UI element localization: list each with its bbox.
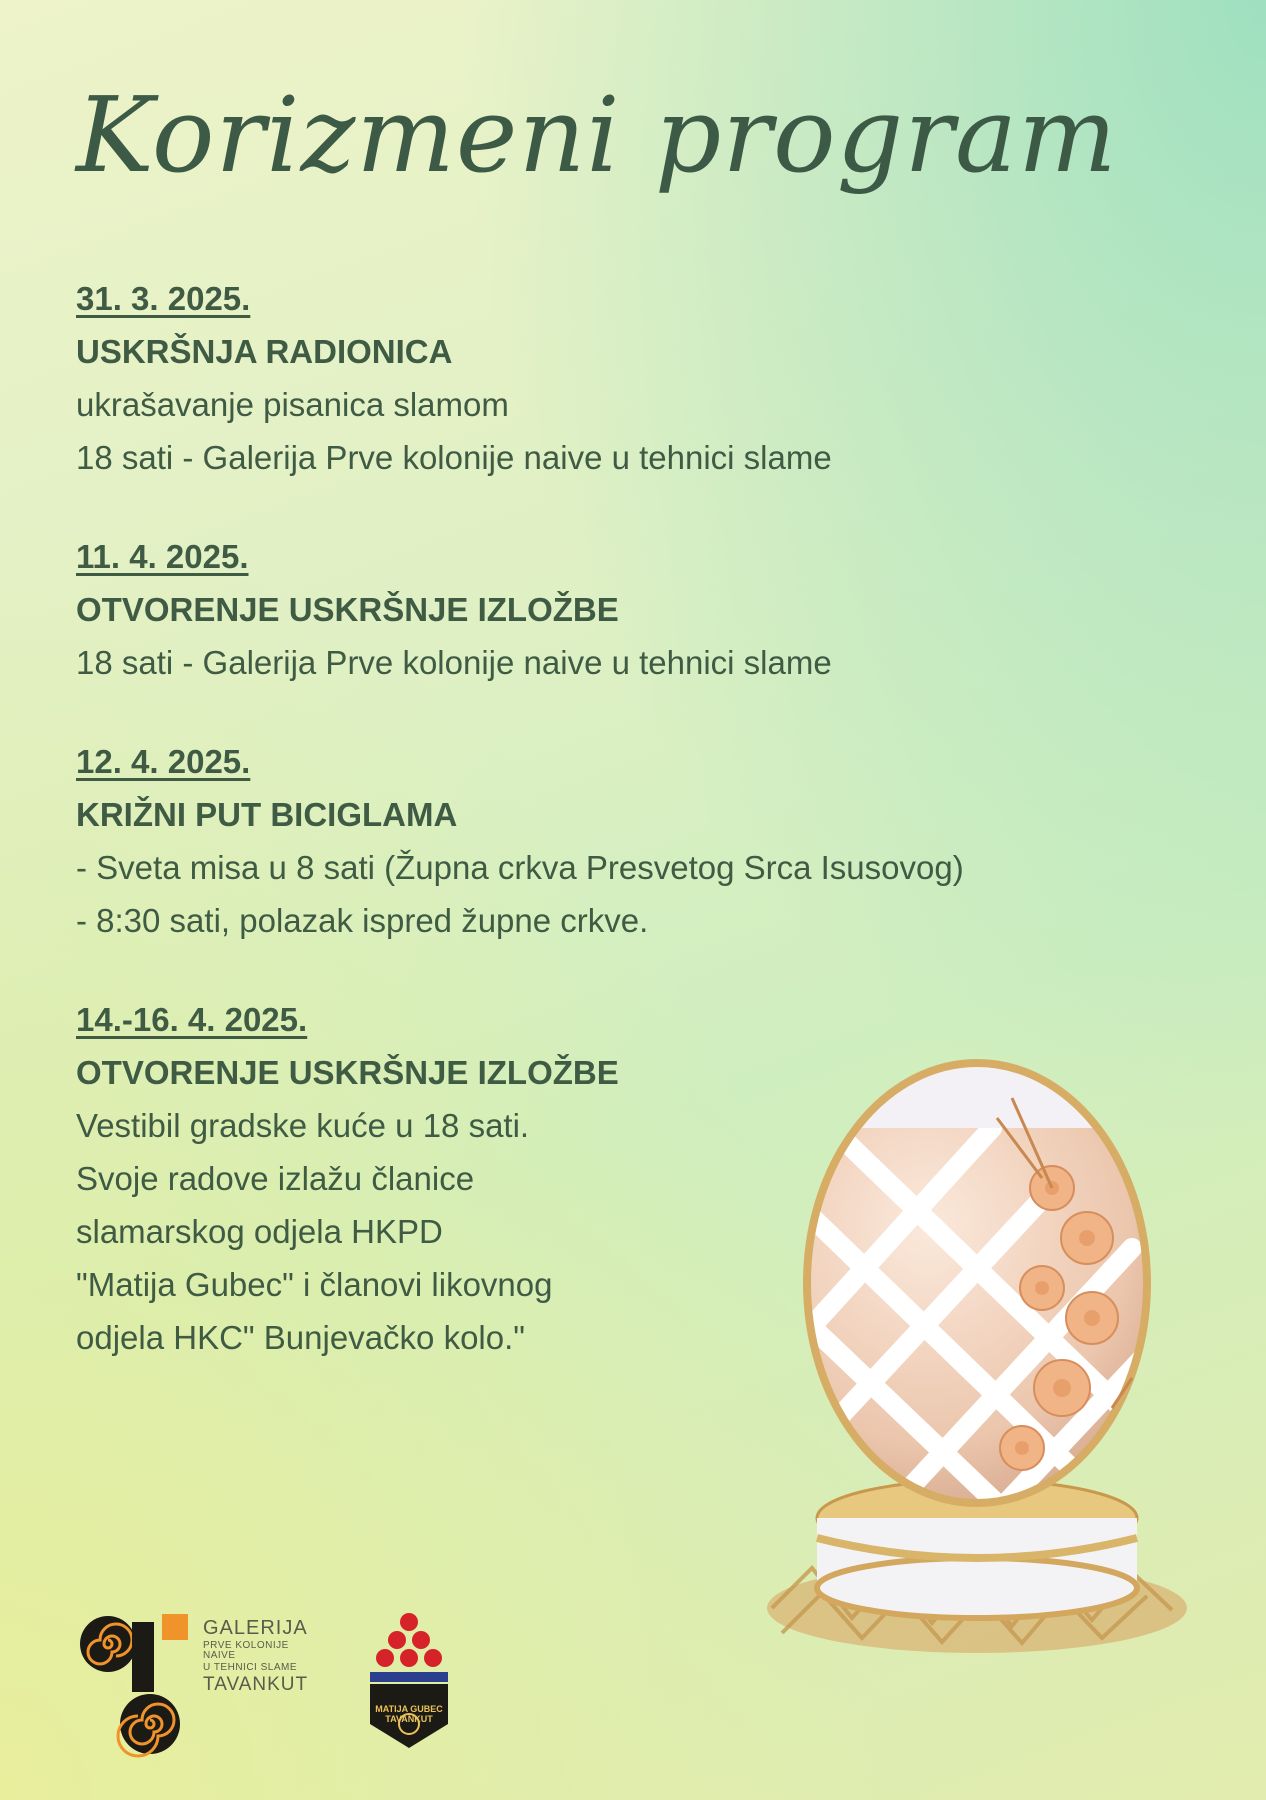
event-detail: 18 sati - Galerija Prve kolonije naive u tehnici slame	[76, 644, 832, 681]
club-logo-text	[364, 1704, 454, 1724]
event-date: 11. 4. 2025.	[76, 538, 249, 575]
event-date: 14.-16. 4. 2025.	[76, 1001, 308, 1038]
gallery-logo-text	[203, 1618, 318, 1694]
gallery-logo-line: GALERIJA	[203, 1617, 308, 1639]
event-detail: 18 sati - Galerija Prve kolonije naive u tehnici slame	[76, 439, 832, 476]
event-detail: "Matija Gubec" i članovi likovnog	[76, 1266, 553, 1303]
event-heading: KRIŽNI PUT BICIGLAMA	[76, 796, 458, 833]
event-detail: ukrašavanje pisanica slamom	[76, 386, 509, 423]
club-place: TAVANKUT	[385, 1714, 433, 1724]
gallery-spiral-icon	[78, 1612, 188, 1762]
event-date: 31. 3. 2025.	[76, 280, 251, 317]
event-detail: odjela HKC" Bunjevačko kolo."	[76, 1319, 525, 1356]
event-detail: - Sveta misa u 8 sati (Župna crkva Presvetog Srca Isusovog)	[76, 849, 964, 886]
event-heading: OTVORENJE USKRŠNJE IZLOŽBE	[76, 591, 619, 628]
event-detail: Svoje radove izlažu članice	[76, 1160, 475, 1197]
club-name: MATIJA GUBEC	[375, 1704, 443, 1714]
gallery-logo	[78, 1612, 318, 1762]
event-item	[76, 735, 1156, 947]
gallery-logo-line: PRVE KOLONIJE NAIVE	[203, 1640, 289, 1661]
gallery-logo-line: U TEHNICI SLAME	[203, 1662, 297, 1673]
event-detail: - 8:30 sati, polazak ispred župne crkve.	[76, 902, 649, 939]
event-item	[76, 530, 1156, 689]
event-date: 12. 4. 2025.	[76, 743, 251, 780]
event-item	[76, 272, 1156, 484]
club-logo	[364, 1612, 454, 1752]
page-title: Korizmeni program	[76, 74, 1118, 196]
easter-egg-illustration	[752, 1048, 1192, 1668]
event-detail: slamarskog odjela HKPD	[76, 1213, 443, 1250]
club-crest-icon	[364, 1612, 454, 1752]
event-detail: Vestibil gradske kuće u 18 sati.	[76, 1107, 530, 1144]
event-heading: USKRŠNJA RADIONICA	[76, 333, 453, 370]
gallery-logo-line: TAVANKUT	[203, 1674, 309, 1695]
event-heading: OTVORENJE USKRŠNJE IZLOŽBE	[76, 1054, 619, 1091]
